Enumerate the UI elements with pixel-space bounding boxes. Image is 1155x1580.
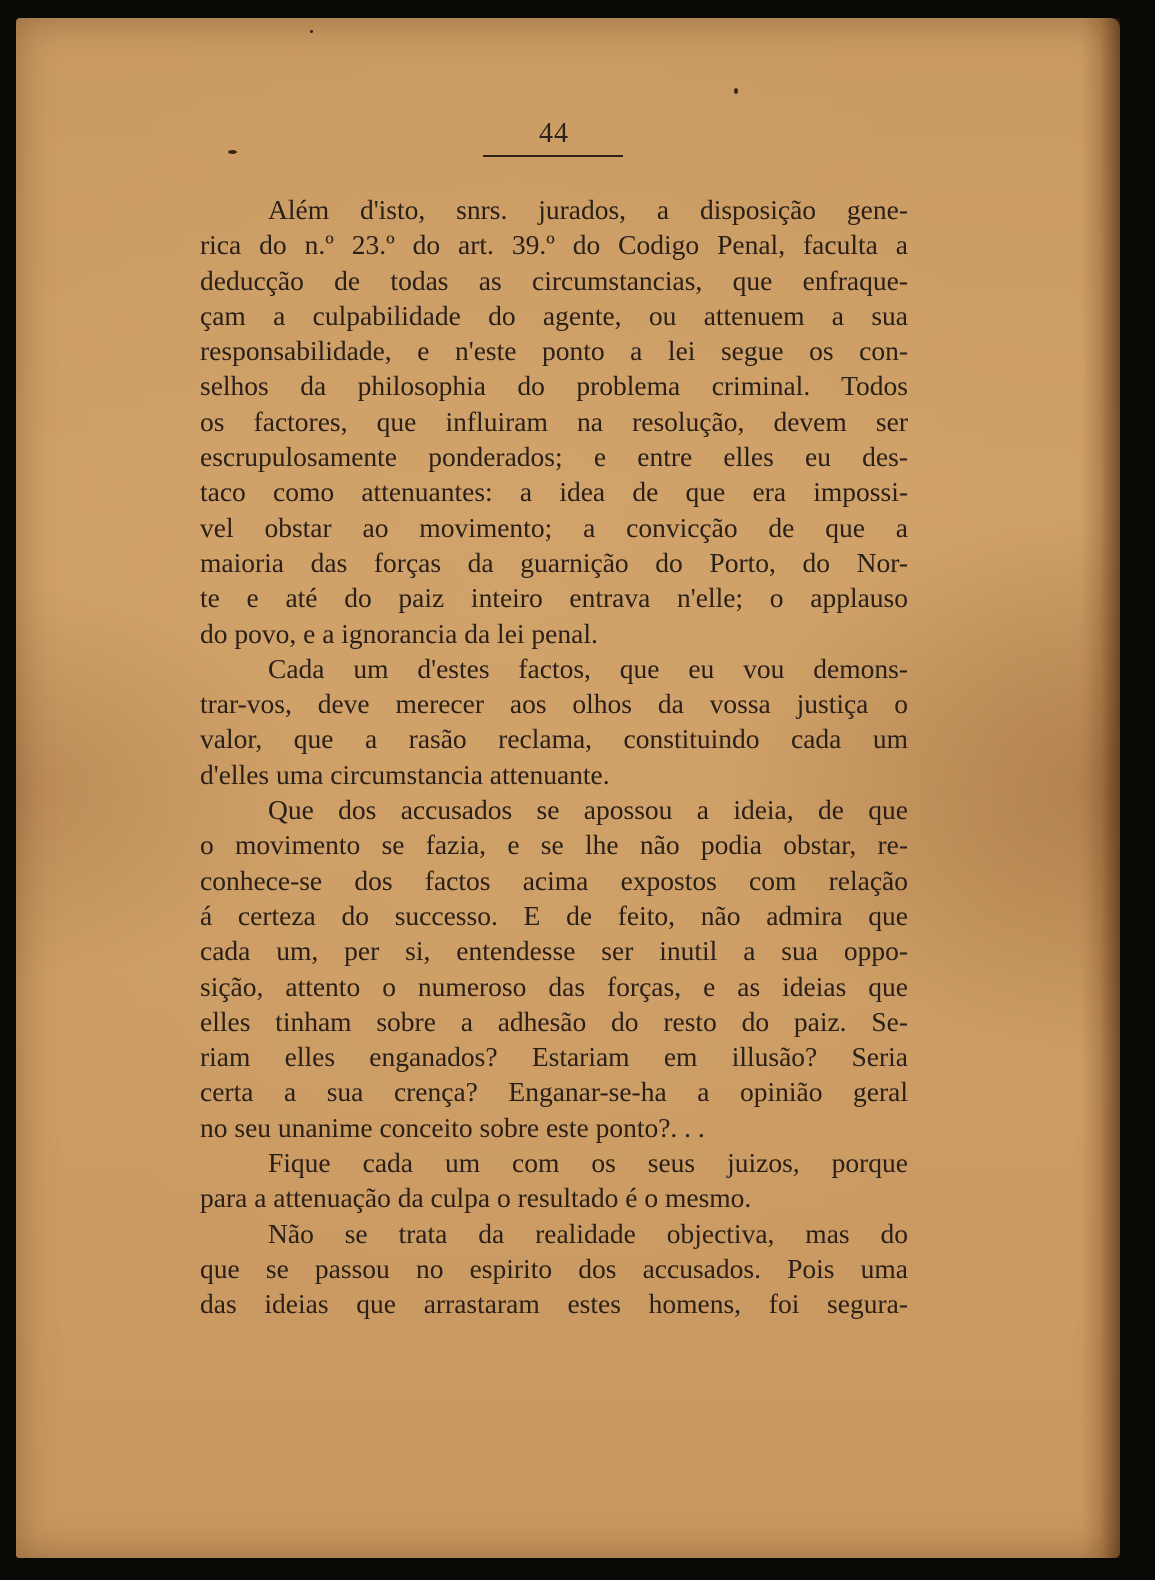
text-line: te e até do paiz inteiro entrava n'elle; o applauso: [200, 582, 908, 614]
text-line: Além d'isto, snrs. jurados, a disposição gene-: [268, 194, 908, 225]
text-line: certa a sua crença? Enganar-se-ha a opinião geral: [200, 1076, 908, 1108]
page-edge-shadow: [1082, 18, 1120, 1558]
text-line: elles tinham sobre a adhesão do resto do paiz. Se-: [200, 1005, 908, 1037]
text-line: selhos da philosophia do problema criminal. Todos: [200, 370, 908, 402]
ink-speck: [310, 30, 313, 33]
page-number: 44: [539, 118, 569, 149]
text-line: conhece-se dos factos acima expostos com relação: [200, 864, 908, 896]
text-line: para a attenuação da culpa o resultado é o mesmo.: [200, 1182, 752, 1214]
text-line: responsabilidade, e n'este ponto a lei segue os con-: [200, 335, 908, 367]
text-line: das ideias que arrastaram estes homens, foi segura-: [200, 1288, 908, 1320]
text-line: çam a culpabilidade do agente, ou attenuem a sua: [200, 299, 908, 331]
text-line: escrupulosamente ponderados; e entre elles eu des-: [200, 441, 908, 473]
text-line: á certeza do successo. E de feito, não admira que: [200, 899, 908, 931]
text-line: Não se trata da realidade objectiva, mas do: [268, 1217, 908, 1249]
text-line: do povo, e a ignorancia da lei penal.: [200, 617, 598, 649]
text-line: no seu unanime conceito sobre este ponto?. . .: [200, 1111, 705, 1143]
text-line: trar-vos, deve merecer aos olhos da vossa justiça o: [200, 688, 908, 720]
text-line: Cada um d'estes factos, que eu vou demons-: [268, 652, 908, 684]
header-rule: [483, 155, 623, 157]
text-line: valor, que a rasão reclama, constituindo cada um: [200, 723, 908, 755]
ink-speck: [734, 88, 738, 94]
text-line: cada um, per si, entendesse ser inutil a sua oppo-: [200, 935, 908, 967]
text-line: Fique cada um com os seus juizos, porque: [268, 1147, 908, 1179]
text-line: vel obstar ao movimento; a convicção de que a: [200, 511, 908, 543]
text-line: d'elles uma circumstancia attenuante.: [200, 758, 610, 790]
text-line: taco como attenuantes: a idea de que era impossi-: [200, 476, 908, 508]
text-line: deducção de todas as circumstancias, que enfraque-: [200, 264, 908, 296]
body-text: [200, 192, 908, 1322]
ink-speck: [228, 150, 237, 154]
text-line: o movimento se fazia, e se lhe não podia obstar, re-: [200, 829, 908, 861]
book-page: [16, 18, 1120, 1558]
text-line: riam elles enganados? Estariam em illusão? Seria: [200, 1041, 908, 1073]
text-line: sição, attento o numeroso das forças, e as ideias que: [200, 970, 908, 1002]
text-line: Que dos accusados se apossou a ideia, de que: [268, 794, 908, 826]
text-line: os factores, que influiram na resolução, devem ser: [200, 405, 908, 437]
text-line: que se passou no espirito dos accusados. Pois uma: [200, 1252, 908, 1284]
text-line: maioria das forças da guarnição do Porto, do Nor-: [200, 546, 908, 578]
text-line: rica do n.º 23.º do art. 39.º do Codigo Penal, faculta a: [200, 229, 908, 261]
